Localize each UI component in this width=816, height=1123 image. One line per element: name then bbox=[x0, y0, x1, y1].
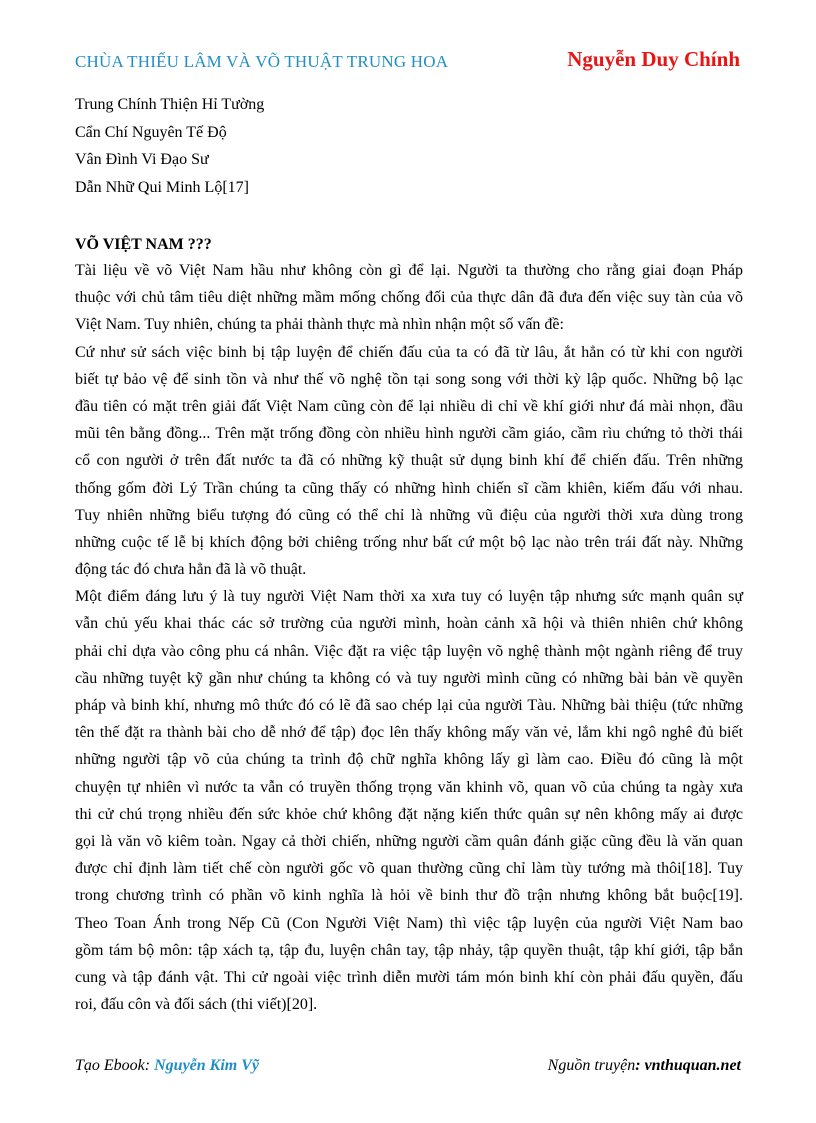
source-label: Nguồn truyện bbox=[547, 1057, 636, 1074]
body-line: cầu những tuyệt kỹ gần như chúng ta không có và tuy người mình cũng có những bài bản về quyền bbox=[75, 669, 743, 687]
body-line: chuyện tự nhiên vì nước ta vẫn có truyền thống trọng văn khinh võ, quan võ của chúng ta ngày xưa bbox=[75, 778, 743, 796]
verse-line: Dẫn Nhữ Qui Minh Lộ[17] bbox=[75, 178, 249, 196]
body-line: thuộc với chủ tâm tiêu diệt những mầm mống chống đối của thực dân đã đưa đến việc suy tàn của võ bbox=[75, 289, 743, 307]
body-line: roi, đấu côn và đối sách (thi viết)[20]. bbox=[75, 996, 318, 1014]
body-line: Cứ như sử sách việc binh bị tập luyện để chiến đấu của ta có đã từ lâu, ắt hẳn có từ khi con người bbox=[75, 343, 743, 361]
source-site: vnthuquan.net bbox=[644, 1057, 741, 1074]
body-line: Tuy nhiên những biểu tượng đó cũng có thể chỉ là những vũ điệu của người thời xưa dùng trong bbox=[75, 506, 743, 524]
source-credit bbox=[548, 1055, 741, 1077]
page-footer bbox=[75, 1055, 741, 1077]
body-line: cung và tập đánh vật. Thi cử ngoài việc trình diễn mười tám món binh khí còn phải đấu quyền, đấu bbox=[75, 968, 743, 986]
body-line: phải chỉ dựa vào công phu cá nhân. Việc đặt ra việc tập luyện võ nghệ thành một ngành riêng để truy bbox=[75, 642, 743, 660]
ebook-credit bbox=[75, 1055, 259, 1077]
verse-line: Cẩn Chí Nguyên Tế Độ bbox=[75, 123, 227, 141]
body-line: đầu tiên có mặt trên giải đất Việt Nam cũng còn để lại nhiều di chỉ về khí giới như đá mài nhọn, đầu bbox=[75, 397, 743, 415]
body-line: Việt Nam. Tuy nhiên, chúng ta phải thành thực mà nhìn nhận một số vấn đề: bbox=[75, 316, 564, 334]
verse-line: Vân Đình Vi Đạo Sư bbox=[75, 151, 209, 168]
verse-block bbox=[75, 91, 264, 201]
body-line: Một điểm đáng lưu ý là tuy người Việt Nam thời xa xưa tuy có luyện tập nhưng sức mạnh quân sự bbox=[75, 588, 743, 606]
body-line: gồm tám bộ môn: tập xách tạ, tập đu, luyện chân tay, tập nhảy, tập quyền thuật, tập khí giới, tập bắn bbox=[75, 941, 743, 959]
body-line: mũi tên bằng đồng... Trên mặt trống đồng còn nhiều hình người cầm giáo, cầm rìu chứng tỏ thời thái bbox=[75, 425, 743, 443]
body-line: trong chương trình có phần võ kinh nghĩa là hỏi về binh thư đồ trận nhưng không bắt buộc[19]. bbox=[75, 887, 743, 905]
body-line: biết tự bảo vệ để sinh tồn và như thế võ nghệ tồn tại song song với thời kỳ lập quốc. Những bộ lạc bbox=[75, 370, 743, 388]
source-separator: : bbox=[635, 1057, 645, 1074]
ebook-label: Tạo Ebook bbox=[75, 1057, 145, 1074]
body-line: tên thế đặt ra thành bài cho dễ nhớ để tập) đọc lên thấy không mấy văn vẻ, lắm khi ngô nghê đủ biết bbox=[75, 724, 743, 742]
ebook-creator: Nguyễn Kim Vỹ bbox=[154, 1057, 259, 1074]
body-line: những người tập võ của chúng ta trình độ chữ nghĩa không lấy gì làm cao. Điều đó cũng là một bbox=[75, 751, 743, 769]
verse-line: Trung Chính Thiện Hỉ Tường bbox=[75, 96, 265, 113]
body-text bbox=[75, 257, 743, 1018]
ebook-separator: : bbox=[144, 1057, 155, 1074]
body-line: động tác đó chưa hẳn đã là võ thuật. bbox=[75, 561, 307, 579]
body-line: vẫn chủ yếu khai thác các sở trường của người mình, hoàn cảnh xã hội và thiên nhiên chứ không bbox=[75, 615, 743, 633]
body-line: Tài liệu về võ Việt Nam hầu như không còn gì để lại. Người ta thường cho rằng giai đoạn Pháp bbox=[75, 262, 743, 279]
body-line: những cuộc tế lễ bị khích động bởi chiêng trống như bất cứ một bộ lạc nào trên trái đất này. Những bbox=[75, 533, 743, 551]
book-title: CHÙA THIẾU LÂM VÀ VÕ THUẬT TRUNG HOA bbox=[75, 52, 449, 71]
body-line: cổ con người ở trên đất nước ta đã có những kỹ thuật sử dụng binh khí để chiến đấu. Trên những bbox=[75, 452, 743, 470]
body-line: được chỉ định làm tiết chế còn người gốc võ quan thường cũng chỉ làm tùy tướng mà thôi[18]. Tuy bbox=[75, 860, 743, 878]
body-line: gọi là văn võ kiêm toàn. Ngay cả thời chiến, những người cầm quân đánh giặc cũng đều là văn quan bbox=[75, 832, 743, 850]
body-line: Theo Toan Ánh trong Nếp Cũ (Con Người Việt Nam) thì việc tập luyện của người Việt Nam bao bbox=[75, 914, 743, 932]
author-name: Nguyễn Duy Chính bbox=[567, 47, 740, 71]
body-line: thống gốm đời Lý Trần chúng ta cũng thấy có những hình chiến sĩ cầm khiên, kiếm đấu với nhau. bbox=[75, 479, 743, 497]
body-line: pháp và binh khí, nhưng mô thức đó có lẽ đã sao chép lại của người Tàu. Những bài thiệu (tức những bbox=[75, 697, 743, 714]
body-line: thi cử chú trọng nhiều đến sức khỏe chứ không đặt nặng kiến thức quân sự nên không mấy ai được bbox=[75, 805, 743, 823]
section-heading: VÕ VIỆT NAM ??? bbox=[75, 236, 212, 253]
